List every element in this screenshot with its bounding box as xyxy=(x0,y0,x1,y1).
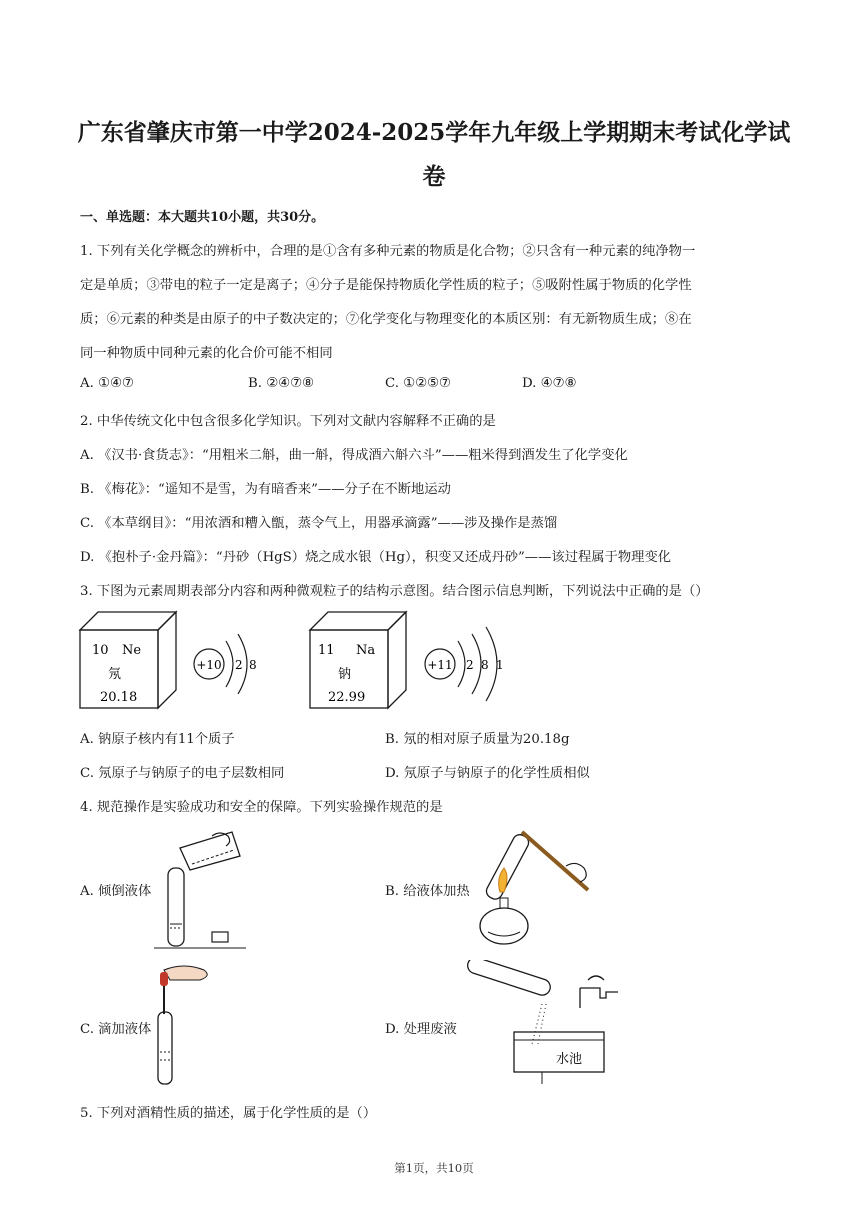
q1-line: 定是单质；③带电的粒子一定是离子；④分子是能保持物质化学性质的粒子；⑤吸附性属于物质的化学性 xyxy=(80,278,692,293)
waste-liquid-illustration xyxy=(462,960,622,1088)
q2-option-d[interactable]: D. 《抱朴子·金丹篇》：“丹砂（HgS）烧之成水银（Hg），积变又还成丹砂”——该过程属于物理变化 xyxy=(80,550,672,565)
ne-nucleus: +10 xyxy=(196,658,222,672)
ne-name: 氖 xyxy=(108,667,122,682)
na-name: 钠 xyxy=(338,667,352,682)
periodic-table-figure xyxy=(78,608,548,716)
q1-option-d[interactable]: D. ④⑦⑧ xyxy=(522,376,577,391)
q1-option-b[interactable]: B. ②④⑦⑧ xyxy=(248,376,314,391)
q5-stem: 5. 下列对酒精性质的描述，属于化学性质的是（） xyxy=(80,1106,377,1121)
q2-option-b[interactable]: B. 《梅花》：“遥知不是雪，为有暗香来”——分子在不断地运动 xyxy=(80,482,451,497)
na-element-card xyxy=(310,612,406,708)
q4-option-a[interactable]: A. 倾倒液体 xyxy=(80,884,152,899)
q2-stem: 2. 中华传统文化中包含很多化学知识。下列对文献内容解释不正确的是 xyxy=(80,414,496,429)
exam-title-line1: 广东省肇庆市第一中学2024-2025学年九年级上学期期末考试化学试 xyxy=(77,119,791,146)
q1-line: 质；⑥元素的种类是由原子的中子数决定的；⑦化学变化与物理变化的本质区别：有无新物质生成；⑧在 xyxy=(80,312,692,327)
q4-option-d[interactable]: D. 处理废液 xyxy=(385,1022,457,1037)
ne-shell-2: 8 xyxy=(249,658,257,672)
na-shell-3: 1 xyxy=(496,658,504,672)
section-heading: 一、单选题：本大题共10小题，共30分。 xyxy=(80,210,325,225)
na-symbol: Na xyxy=(356,643,376,658)
q2-option-c[interactable]: C. 《本草纲目》：“用浓酒和糟入甑，蒸令气上，用器承滴露”——涉及操作是蒸馏 xyxy=(80,516,558,531)
ne-shell-1: 2 xyxy=(235,658,243,672)
dropping-liquid-illustration xyxy=(150,962,220,1090)
na-mass: 22.99 xyxy=(328,690,366,705)
q1-line: 1. 下列有关化学概念的辨析中，合理的是①含有多种元素的物质是化合物；②只含有一种元素的纯净物一 xyxy=(80,244,696,259)
na-shell-2: 8 xyxy=(481,658,489,672)
q4-option-c[interactable]: C. 滴加液体 xyxy=(80,1022,152,1037)
q3-option-d[interactable]: D. 氖原子与钠原子的化学性质相似 xyxy=(385,766,590,781)
exam-title-line2: 卷 xyxy=(422,163,446,190)
na-atomic-number: 11 xyxy=(318,643,335,658)
ne-atomic-number: 10 xyxy=(92,643,109,658)
q1-option-c[interactable]: C. ①②⑤⑦ xyxy=(385,376,451,391)
page-footer: 第1页，共10页 xyxy=(394,1161,474,1175)
ne-atom-structure xyxy=(194,634,257,694)
q2-option-a[interactable]: A. 《汉书·食货志》：“用粗米二斛，曲一斛，得成酒六斛六斗”——粗米得到酒发生了化学变化 xyxy=(80,448,628,463)
na-atom-structure xyxy=(425,627,504,701)
q3-option-b[interactable]: B. 氖的相对原子质量为20.18g xyxy=(385,732,570,747)
ne-mass: 20.18 xyxy=(100,690,138,705)
sink-label: 水池 xyxy=(556,1052,583,1067)
q4-option-b[interactable]: B. 给液体加热 xyxy=(385,884,470,899)
q3-option-a[interactable]: A. 钠原子核内有11个质子 xyxy=(80,732,235,747)
q1-option-a[interactable]: A. ①④⑦ xyxy=(80,376,134,391)
ne-symbol: Ne xyxy=(122,643,142,658)
na-nucleus: +11 xyxy=(427,658,453,672)
q4-stem: 4. 规范操作是实验成功和安全的保障。下列实验操作规范的是 xyxy=(80,800,443,815)
pouring-liquid-illustration xyxy=(150,828,250,952)
heating-liquid-illustration xyxy=(470,826,600,952)
q3-option-c[interactable]: C. 氖原子与钠原子的电子层数相同 xyxy=(80,766,285,781)
q1-line: 同一种物质中同种元素的化合价可能不相同 xyxy=(80,346,333,361)
na-shell-1: 2 xyxy=(466,658,474,672)
ne-element-card xyxy=(80,612,176,708)
q3-stem: 3. 下图为元素周期表部分内容和两种微观粒子的结构示意图。结合图示信息判断，下列说法中正确的是（） xyxy=(80,584,709,599)
